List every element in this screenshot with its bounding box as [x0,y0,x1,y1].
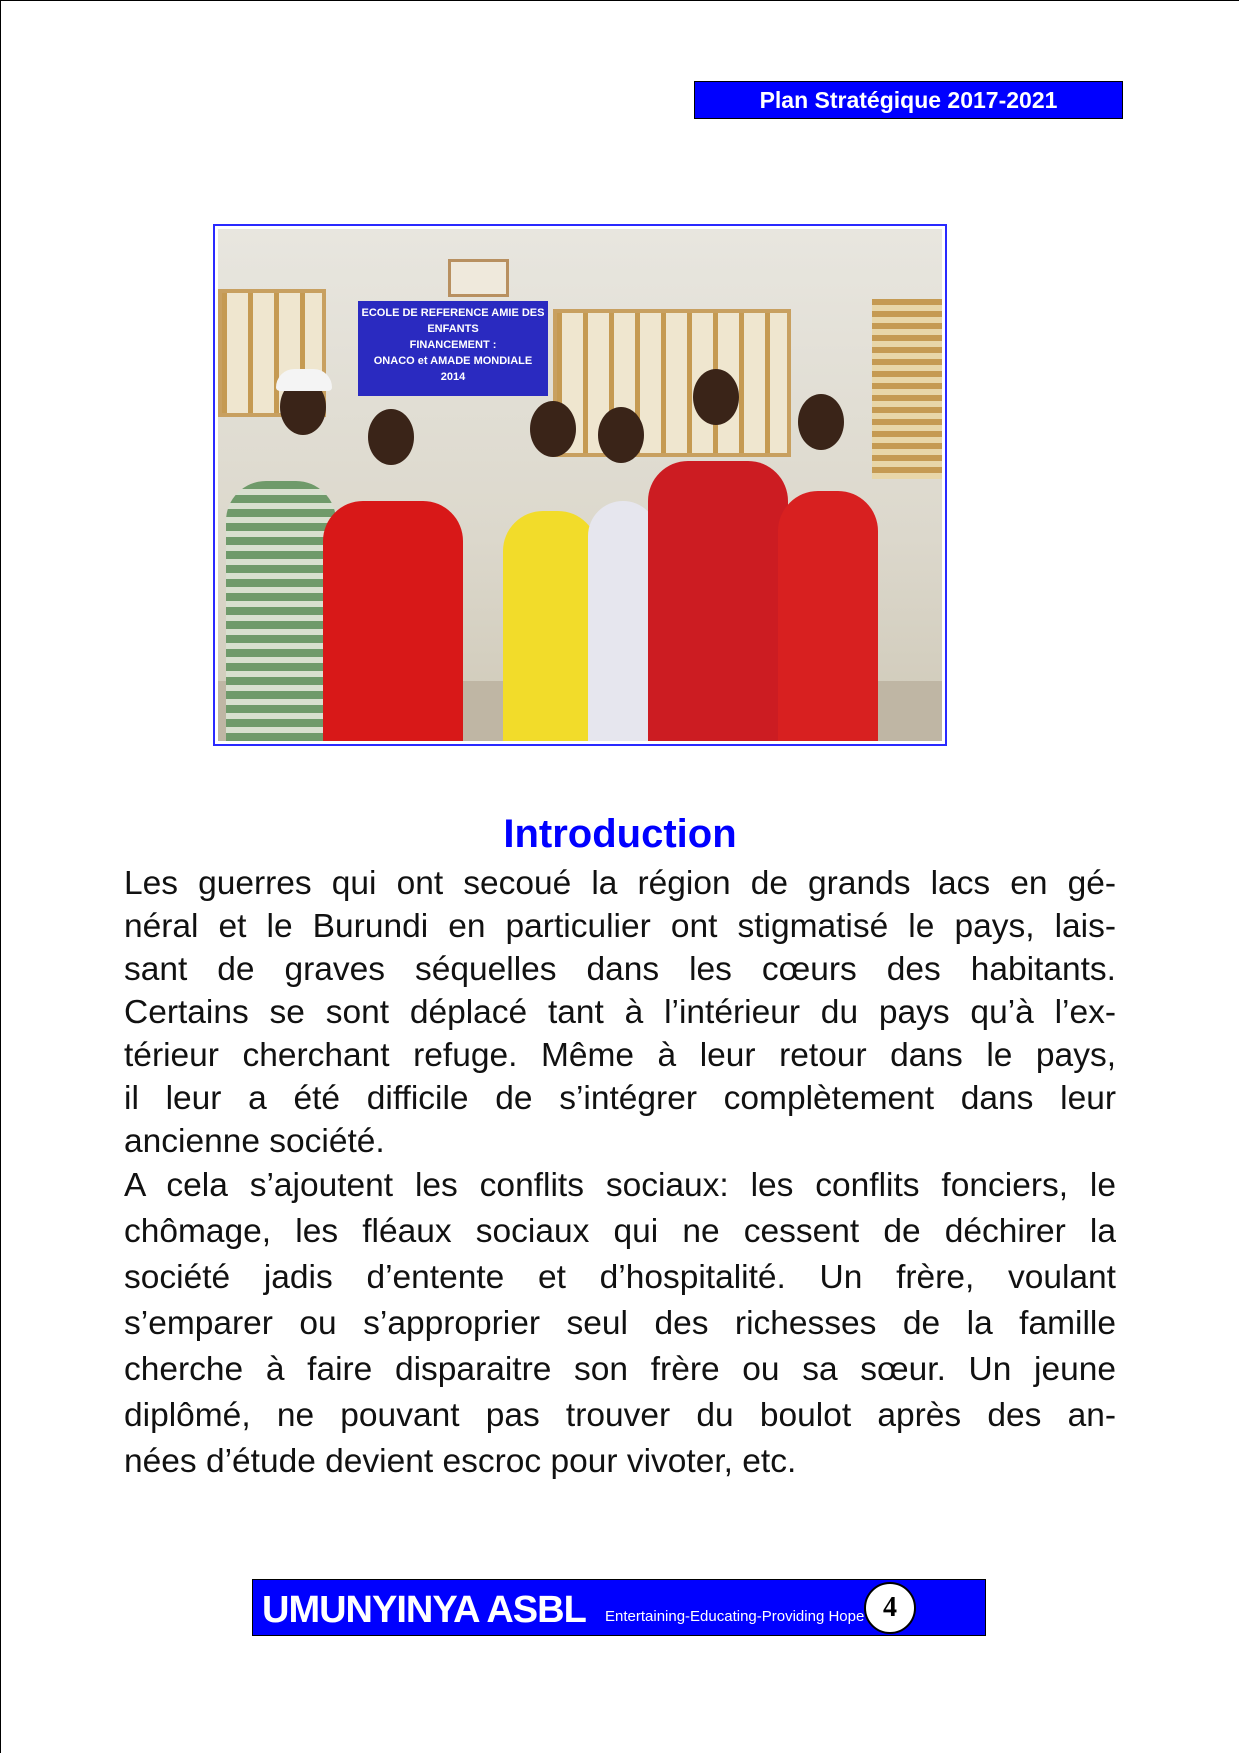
text-line: s’emparer ou s’approprier seul des richesses de la famille [124,1305,1116,1342]
text-line: Les guerres qui ont secoué la région de grands lacs en gé- [124,865,1116,902]
white-cap [276,369,332,391]
text-line: ancienne société. [124,1123,385,1160]
footer-org-name: UMUNYINYA ASBL [262,1589,586,1631]
text-line: sant de graves séquelles dans les cœurs des habitants. [124,951,1116,988]
text-line: Certains se sont déplacé tant à l’intérieur du pays qu’à l’ex- [124,994,1116,1031]
text-line: il leur a été difficile de s’intégrer complètement dans leur [124,1080,1116,1117]
shutter [872,299,942,479]
text-line: diplômé, ne pouvant pas trouver du boulot après des an- [124,1397,1116,1434]
person [503,511,598,741]
group-photo [218,229,942,741]
banner-line: FINANCEMENT : [409,339,497,351]
header-title: Plan Stratégique 2017-2021 [759,86,1058,113]
footer-tagline: Entertaining-Educating-Providing Hope [605,1608,865,1625]
banner-line: 2014 [440,371,466,383]
photo-frame [213,224,947,746]
person-head [530,401,576,457]
text-line: nées d’étude devient escroc pour vivoter, etc. [124,1443,797,1480]
paragraph-1 [124,862,1116,1163]
banner-line: ECOLE DE REFERENCE AMIE DES ENFANTS [361,307,545,335]
header-banner [694,81,1123,119]
person [323,501,463,741]
person-head [693,369,739,425]
page-number: 4 [864,1582,916,1634]
paragraph-2 [124,1163,1116,1485]
person [226,481,336,741]
text-line: chômage, les fléaux sociaux qui ne cessent de déchirer la [124,1213,1116,1250]
window [553,309,791,457]
section-title: Introduction [503,812,737,856]
person-head [798,394,844,450]
text-line: térieur cherchant refuge. Même à leur retour dans le pays, [124,1037,1116,1074]
person [778,491,878,741]
text-line: A cela s’ajoutent les conflits sociaux: les conflits fonciers, le [124,1167,1116,1204]
school-banner [358,301,548,396]
person-head [368,409,414,465]
text-line: cherche à faire disparaitre son frère ou sa sœur. Un jeune [124,1351,1116,1388]
person [648,461,788,741]
person-head [598,407,644,463]
text-line: société jadis d’entente et d’hospitalité. Un frère, voulant [124,1259,1116,1296]
text-line: néral et le Burundi en particulier ont stigmatisé le pays, lais- [124,908,1116,945]
banner-line: ONACO et AMADE MONDIALE [373,355,533,367]
wall-frame [448,259,509,297]
footer-banner [252,1579,986,1636]
